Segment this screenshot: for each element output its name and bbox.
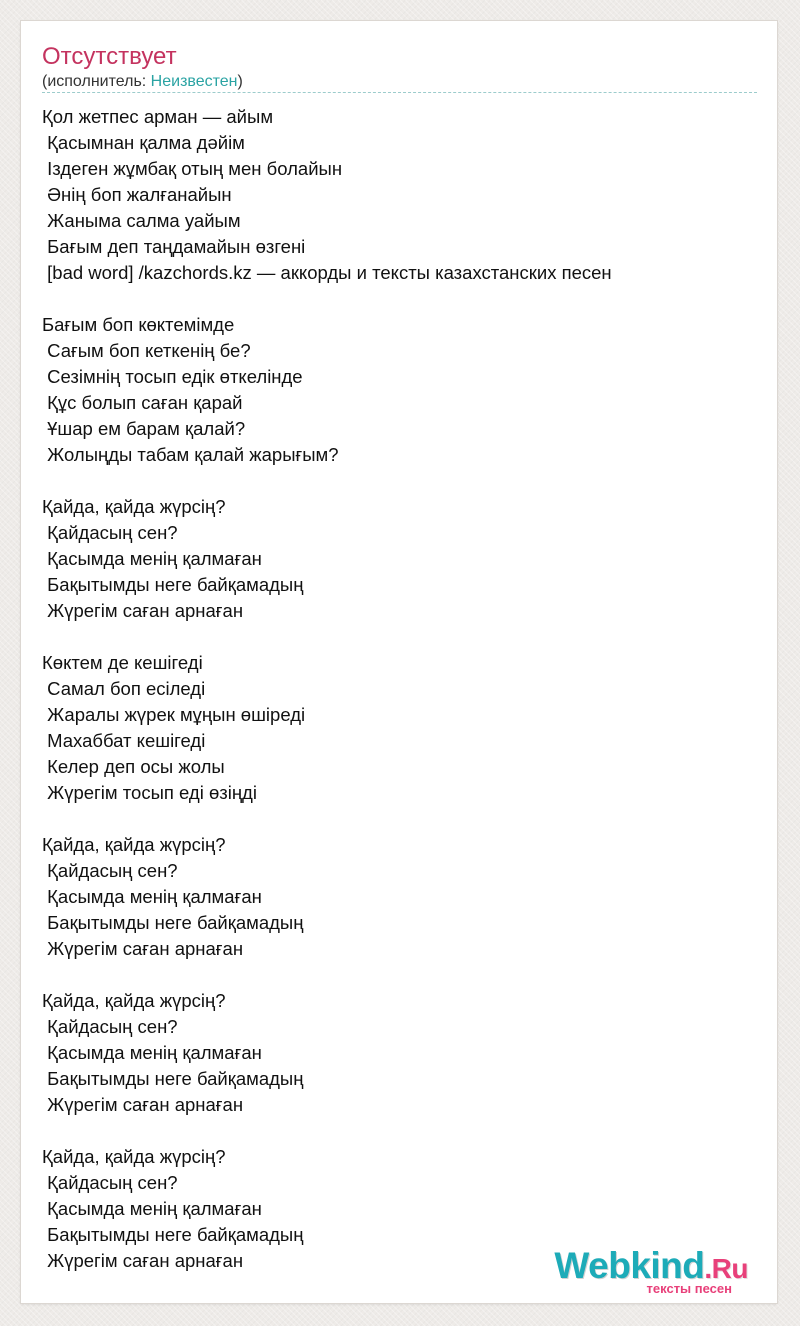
lyric-line: Қасымда менің қалмаған [42,886,262,907]
lyric-line: Жүрегім саған арнаған [42,600,244,621]
webkind-logo [554,1247,748,1296]
lyric-line: [bad word] /kazchords.kz — аккорды и тексты казахстанских песен [42,262,612,283]
lyric-line: Қасымнан қалма дәйім [42,132,245,153]
brand-tld: .Ru [704,1253,748,1284]
lyric-line: Бақытымды неге байқамадың [42,1224,304,1245]
lyric-line: Келер деп осы жолы [42,756,225,777]
lyric-line: Көктем де кешігеді [42,652,203,673]
lyric-line: Қасымда менің қалмаған [42,1042,262,1063]
song-title: Отсутствует [42,43,177,70]
lyric-line: Қайдасың сен? [42,1016,178,1037]
lyric-line: Қайдасың сен? [42,1172,178,1193]
lyric-line: Қайда, қайда жүрсің? [42,1146,226,1167]
lyric-line: Бақытымды неге байқамадың [42,912,304,933]
lyric-line: Қайда, қайда жүрсің? [42,990,226,1011]
lyric-line: Қайда, қайда жүрсің? [42,834,226,855]
lyric-line: Жаралы жүрек мұңын өшіреді [42,704,306,725]
artist-link[interactable]: Неизвестен [150,73,238,90]
lyric-line: Жүрегім саған арнаған [42,938,244,959]
lyric-line: Қасымда менің қалмаған [42,548,262,569]
lyric-line: Іздеген жұмбақ отың мен болайын [42,158,343,179]
lyric-line: Сағым боп кеткенің бе? [42,340,251,361]
lyric-line: Қайдасың сен? [42,860,178,881]
header-divider [42,92,757,93]
lyric-line: Жолыңды табам қалай жарығым? [42,444,339,465]
lyric-line: Жүрегім саған арнаған [42,1250,244,1271]
lyric-line: Бағым деп таңдамайын өзгені [42,236,306,257]
lyric-line: Бақытымды неге байқамадың [42,574,304,595]
lyric-line: Қол жетпес арман — айым [42,106,274,127]
lyric-line: Құс болып саған қарай [42,392,243,413]
lyric-line: Жүрегім саған арнаған [42,1094,244,1115]
brand-tagline: тексты песен [646,1281,732,1296]
lyrics-card [21,21,777,1303]
lyric-line: Самал боп есіледі [42,678,206,699]
lyric-line: Бақытымды неге байқамадың [42,1068,304,1089]
lyric-line: Жүрегім тосып еді өзіңді [42,782,257,803]
artist-line [42,71,243,93]
lyric-line: Жаныма салма уайым [42,210,241,231]
lyric-line: Сезімнің тосып едік өткелінде [42,366,303,387]
lyrics-text [42,104,612,1274]
lyric-line: Махаббат кешігеді [42,730,206,751]
artist-prefix: (исполнитель: [42,73,151,90]
artist-suffix: ) [237,73,243,90]
lyric-line: Қайда, қайда жүрсің? [42,496,226,517]
lyric-line: Ұшар ем барам қалай? [42,418,246,439]
lyric-line: Бағым боп көктемімде [42,314,235,335]
lyric-line: Қайдасың сен? [42,522,178,543]
lyric-line: Қасымда менің қалмаған [42,1198,262,1219]
lyric-line: Әнің боп жалғанайын [42,184,232,205]
brand-main: Webkind [554,1245,705,1286]
